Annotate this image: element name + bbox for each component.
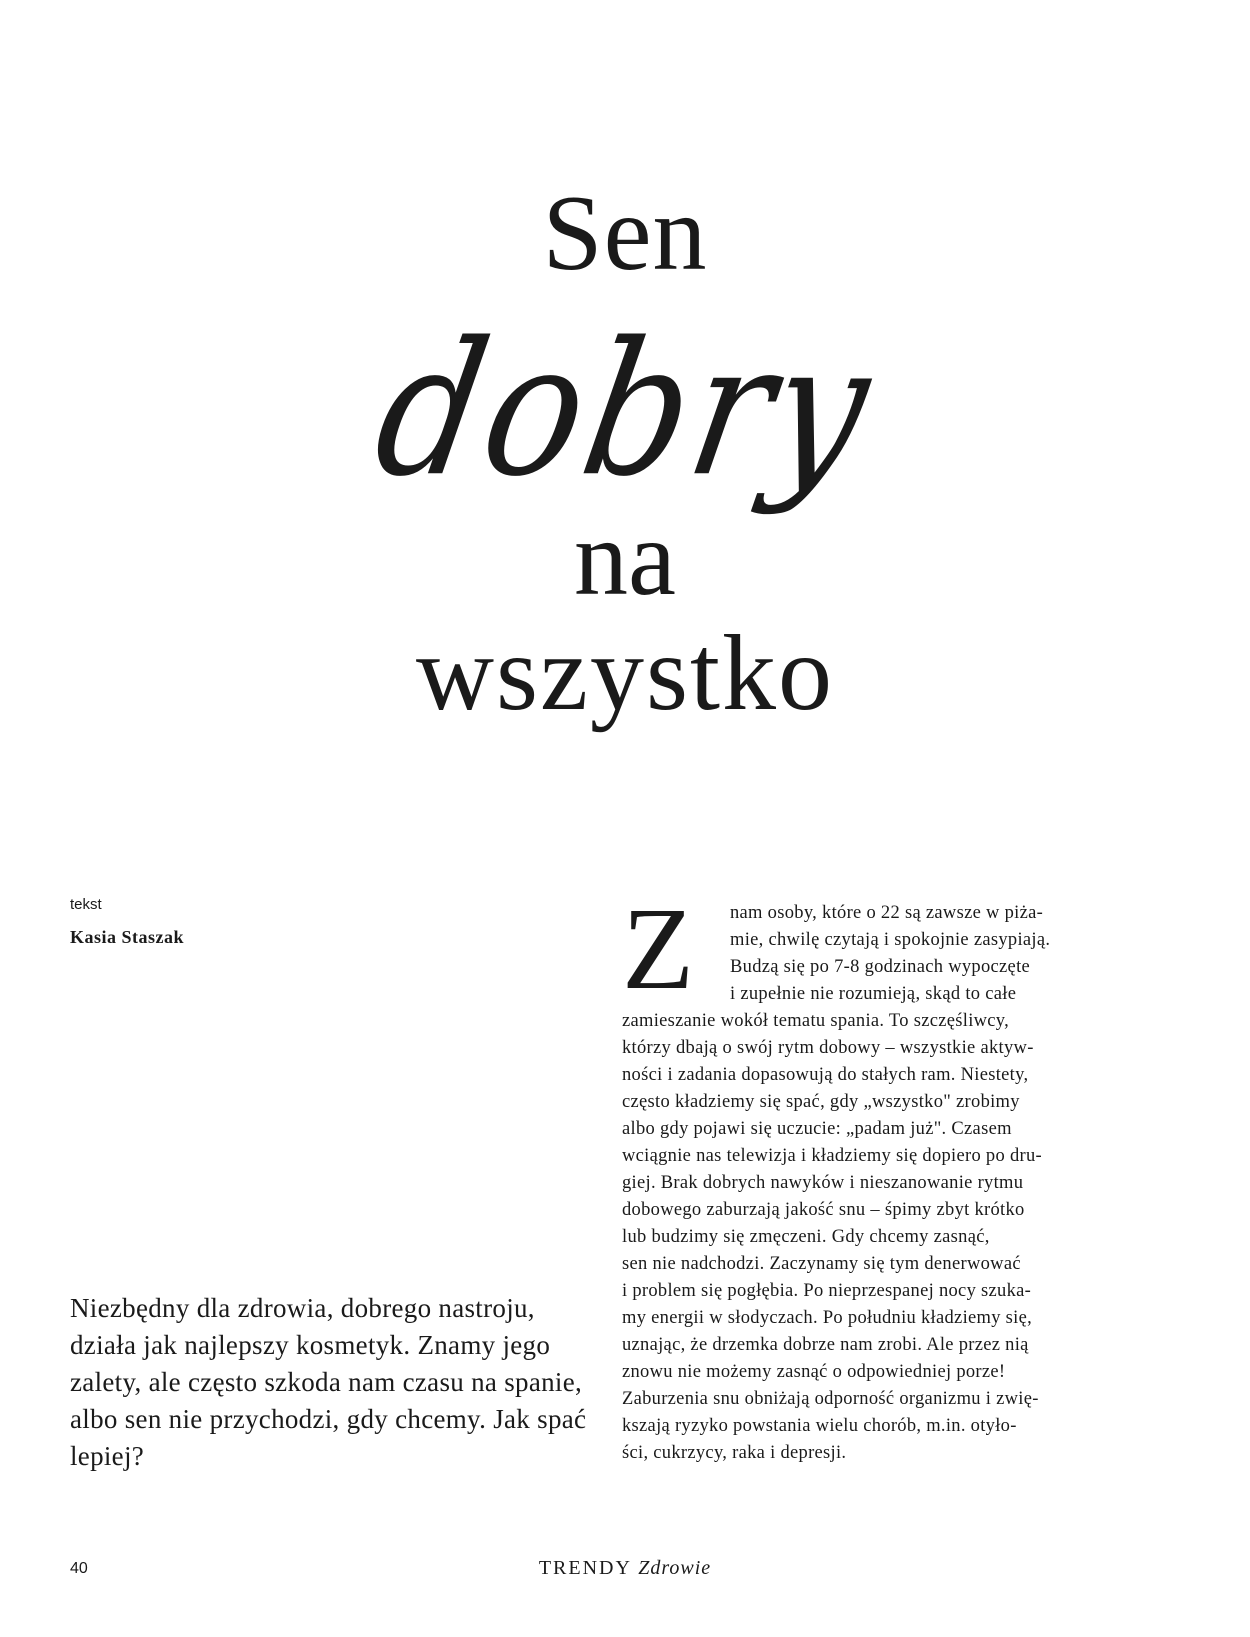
article-body: [622, 883, 1127, 1467]
magazine-section: Zdrowie: [638, 1557, 712, 1579]
article-line: nam osoby, które o 22 są zawsze w piża-: [730, 903, 1044, 923]
article-line: kszają ryzyko powstania wielu chorób, m.in. otyło-: [622, 1416, 1017, 1436]
footer-magazine-name: [0, 1557, 1250, 1580]
article-line: znowu nie możemy zasnąć o odpowiedniej porze!: [622, 1362, 1006, 1382]
article-line: którzy dbają o swój rytm dobowy – wszystkie aktyw-: [622, 1038, 1034, 1058]
title-line-wszystko: wszystko: [416, 614, 834, 733]
article-title: [0, 0, 1250, 800]
article-line: i zupełnie nie rozumieją, skąd to całe: [730, 984, 1017, 1004]
article-line: my energii w słodyczach. Po południu kładziemy się,: [622, 1308, 1033, 1328]
article-line: często kładziemy się spać, gdy „wszystko" zrobimy: [622, 1092, 1020, 1112]
article-line: Budzą się po 7-8 godzinach wypoczęte: [730, 957, 1031, 977]
article-line: ności i zadania dopasowują do stałych ram. Niestety,: [622, 1065, 1029, 1085]
magazine-title: TRENDY: [538, 1557, 632, 1579]
lead-paragraph: Niezbędny dla zdrowia, dobrego nastroju, działa jak najlepszy kosmetyk. Znamy jego zalety, ale często szkoda nam czasu na spanie, albo sen nie przychodzi, gdy chcemy. Jak spać lepiej?: [70, 1293, 587, 1471]
drop-cap: Z: [622, 883, 695, 1014]
byline-author: Kasia Staszak: [70, 927, 185, 947]
article-line: zamieszanie wokół tematu spania. To szczęśliwcy,: [622, 1011, 1010, 1031]
article-line: sen nie nadchodzi. Zaczynamy się tym denerwować: [622, 1254, 1021, 1274]
article-line: uznając, że drzemka dobrze nam zrobi. Ale przez nią: [622, 1335, 1029, 1355]
byline-label: tekst: [70, 896, 102, 913]
title-line-sen: Sen: [542, 174, 708, 293]
page-number: 40: [70, 1560, 88, 1577]
article-line: mie, chwilę czytają i spokojnie zasypiają.: [730, 930, 1051, 950]
article-line: Zaburzenia snu obniżają odporność organizmu i zwię-: [622, 1389, 1039, 1409]
article-line: albo gdy pojawi się uczucie: „padam już". Czasem: [622, 1119, 1012, 1139]
title-line-na: na: [574, 499, 676, 618]
article-line: dobowego zaburzają jakość snu – śpimy zbyt krótko: [622, 1200, 1025, 1220]
article-line: ści, cukrzycy, raka i depresji.: [622, 1443, 847, 1463]
article-line: lub budzimy się zmęczeni. Gdy chcemy zasnąć,: [622, 1227, 990, 1247]
article-line: i problem się pogłębia. Po nieprzespanej nocy szuka-: [622, 1281, 1032, 1301]
title-line-dobry: dobry: [362, 301, 889, 517]
article-line: giej. Brak dobrych nawyków i nieszanowanie rytmu: [622, 1173, 1024, 1193]
article-line: wciągnie nas telewizja i kładziemy się dopiero po dru-: [622, 1146, 1042, 1166]
